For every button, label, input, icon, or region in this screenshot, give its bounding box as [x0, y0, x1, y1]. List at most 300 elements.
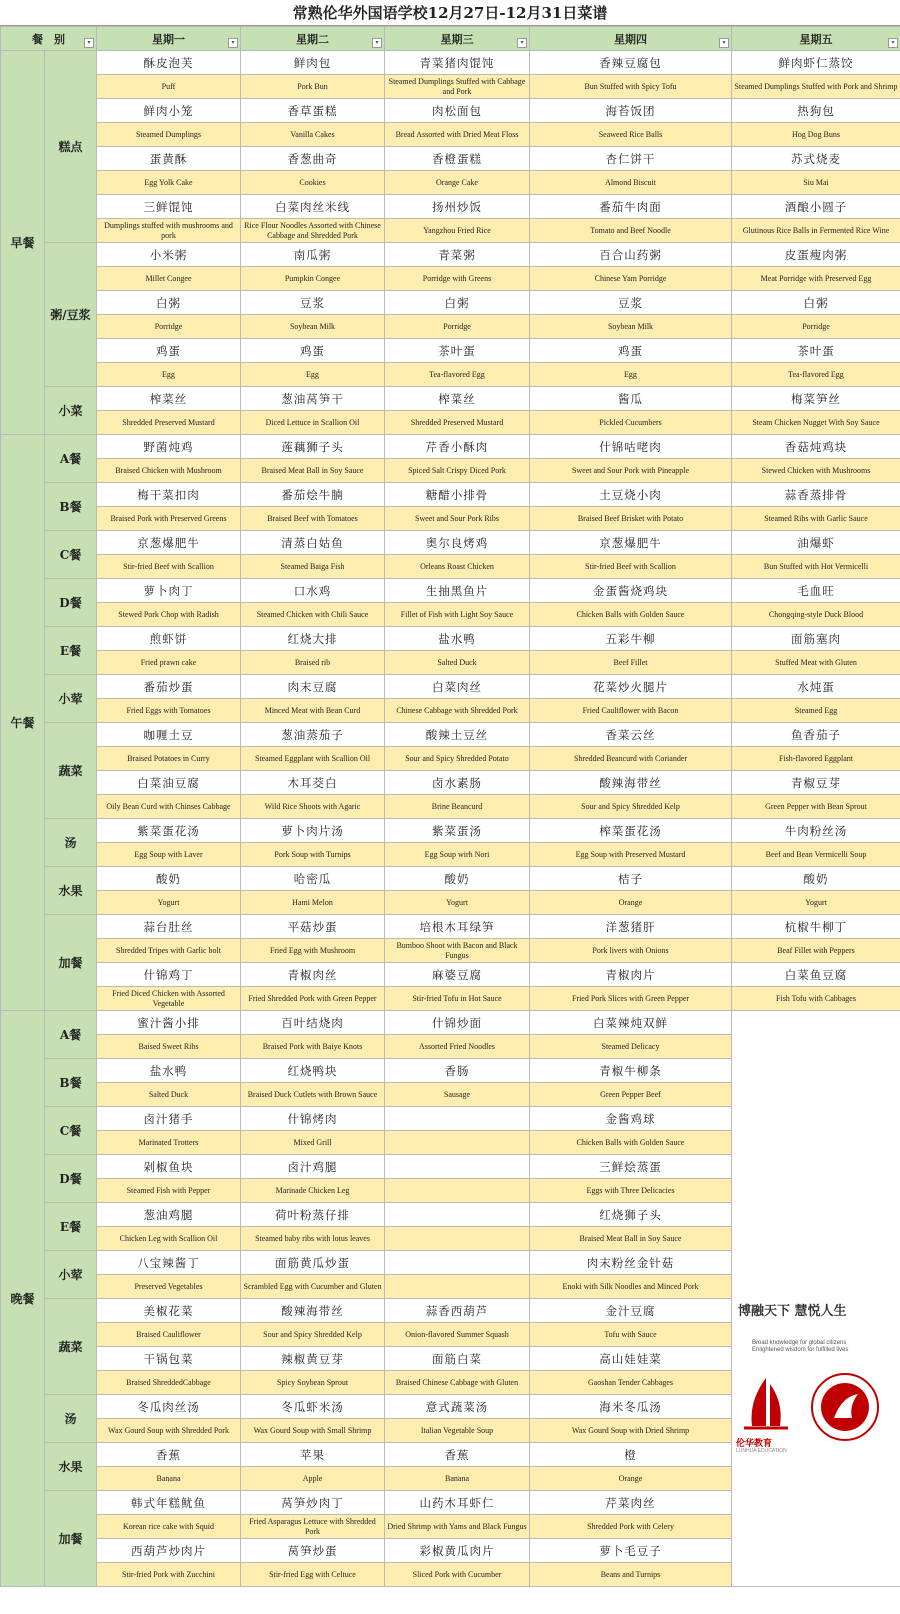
category-label: A餐 — [45, 1011, 97, 1059]
dish-name-english: Dried Shrimp with Yams and Black Fungus — [385, 1515, 530, 1539]
dish-name-english: Gaoshan Tender Cabbages — [530, 1371, 732, 1395]
dish-name-chinese: 酸奶 — [385, 867, 530, 891]
dish-name-chinese: 培根木耳绿笋 — [385, 915, 530, 939]
dish-row-chinese — [1, 195, 900, 219]
dish-name-english: Braised Meat Ball in Soy Sauce — [241, 459, 385, 483]
dish-name-chinese: 面筋塞肉 — [732, 627, 900, 651]
dish-name-english: Braised Beef Brisket with Potato — [530, 507, 732, 531]
school-logo-area — [732, 1286, 900, 1586]
dish-row-chinese — [1, 387, 900, 411]
dish-name-chinese: 蒜香西葫芦 — [385, 1299, 530, 1323]
dish-name-english: Eggs with Three Delicacies — [530, 1179, 732, 1203]
dish-name-chinese: 茶叶蛋 — [732, 339, 900, 363]
dish-name-english: Shredded Preserved Mustard — [385, 411, 530, 435]
dish-name-english: Porridge — [385, 315, 530, 339]
dish-name-english: Shredded Preserved Mustard — [97, 411, 241, 435]
dish-row-english — [1, 219, 900, 243]
dish-name-chinese: 面筋白菜 — [385, 1347, 530, 1371]
category-label: D餐 — [45, 579, 97, 627]
dish-name-english: Fish-flavored Eggplant — [732, 747, 900, 771]
dish-name-english: Steam Chicken Nugget With Soy Sauce — [732, 411, 900, 435]
dish-row-english — [1, 363, 900, 387]
dish-name-chinese: 桔子 — [530, 867, 732, 891]
dish-name-english: Beans and Turnips — [530, 1563, 732, 1587]
dish-name-chinese: 青椒牛柳条 — [530, 1059, 732, 1083]
dish-name-english: Spiced Salt Crispy Diced Pork — [385, 459, 530, 483]
dish-name-chinese: 杭椒牛柳丁 — [732, 915, 900, 939]
dish-name-english — [385, 1275, 530, 1299]
page-title: 常熟伦华外国语学校12月27日-12月31日菜谱 — [0, 0, 900, 26]
dish-name-chinese: 青椒豆芽 — [732, 771, 900, 795]
dish-row-english — [1, 555, 900, 579]
dish-name-english: Egg Yolk Cake — [97, 171, 241, 195]
dish-name-english: Onion-flavored Summer Squash — [385, 1323, 530, 1347]
dish-row-chinese — [1, 867, 900, 891]
dish-name-english: Sliced Pork with Cucumber — [385, 1563, 530, 1587]
dish-name-english: Porridge — [732, 315, 900, 339]
dish-name-english: Fried Asparagus Lettuce with Shredded Pork — [241, 1515, 385, 1539]
dish-name-english: Egg Soup wirh Nori — [385, 843, 530, 867]
dish-name-english: Chicken Balls with Golden Sauce — [530, 603, 732, 627]
dish-name-english: Pork Bun — [241, 75, 385, 99]
dish-name-english: Sour and Spicy Shredded Potato — [385, 747, 530, 771]
dish-row-english — [1, 171, 900, 195]
dish-name-chinese — [385, 1107, 530, 1131]
dish-name-chinese: 萝卜肉片汤 — [241, 819, 385, 843]
dish-row-chinese — [1, 771, 900, 795]
dish-name-chinese: 蒜香蒸排骨 — [732, 483, 900, 507]
dish-name-english: Braised Pork with Preserved Greens — [97, 507, 241, 531]
dish-name-chinese: 番茄炒蛋 — [97, 675, 241, 699]
dish-name-chinese: 盐水鸭 — [385, 627, 530, 651]
dish-row-chinese — [1, 99, 900, 123]
dish-name-chinese: 紫菜蛋花汤 — [97, 819, 241, 843]
dish-name-english: Stir-fried Egg with Celtuce — [241, 1563, 385, 1587]
dish-row-english — [1, 411, 900, 435]
dish-name-english: Porridge — [97, 315, 241, 339]
dish-name-chinese: 三鲜烩蒸蛋 — [530, 1155, 732, 1179]
dish-name-english: Meat Porridge with Preserved Egg — [732, 267, 900, 291]
category-label: 水果 — [45, 867, 97, 915]
dish-name-english: Chongqing-style Duck Blood — [732, 603, 900, 627]
dish-row-chinese — [1, 675, 900, 699]
dish-name-english — [385, 1179, 530, 1203]
dish-name-chinese: 海苔饭团 — [530, 99, 732, 123]
dish-row-chinese — [1, 531, 900, 555]
menu-body — [1, 51, 900, 1587]
dish-name-english: Orange Cake — [385, 171, 530, 195]
dish-name-chinese: 葱油蒸茄子 — [241, 723, 385, 747]
dish-name-chinese: 野菌炖鸡 — [97, 435, 241, 459]
dish-name-chinese: 青菜猪肉馄饨 — [385, 51, 530, 75]
dish-name-chinese: 葱油莴笋干 — [241, 387, 385, 411]
category-label: A餐 — [45, 435, 97, 483]
dish-name-chinese: 香辣豆腐包 — [530, 51, 732, 75]
dish-name-english: Pork livers with Onions — [530, 939, 732, 963]
dish-name-chinese: 酥皮泡芙 — [97, 51, 241, 75]
filter-dropdown-icon[interactable]: ▾ — [84, 38, 94, 48]
dish-name-chinese: 鱼香茄子 — [732, 723, 900, 747]
dish-name-chinese: 茶叶蛋 — [385, 339, 530, 363]
dish-name-english: Scrambled Egg with Cucumber and Gluten — [241, 1275, 385, 1299]
dish-name-english: Korean rice cake with Squid — [97, 1515, 241, 1539]
dish-row-english — [1, 747, 900, 771]
dish-name-chinese: 肉松面包 — [385, 99, 530, 123]
dish-row-chinese — [1, 723, 900, 747]
dish-name-chinese: 白菜鱼豆腐 — [732, 963, 900, 987]
dish-row-english — [1, 459, 900, 483]
dish-name-english: Orleans Roast Chicken — [385, 555, 530, 579]
dish-name-english: Orange — [530, 1467, 732, 1491]
dish-name-chinese: 彩椒黄瓜肉片 — [385, 1539, 530, 1563]
dish-name-english: Bread Assorted with Dried Meat Floss — [385, 123, 530, 147]
dish-name-chinese: 蜜汁酱小排 — [97, 1011, 241, 1035]
category-label: D餐 — [45, 1155, 97, 1203]
dish-name-chinese: 卤汁猪手 — [97, 1107, 241, 1131]
dish-name-english: Braised ShreddedCabbage — [97, 1371, 241, 1395]
dish-name-chinese: 扬州炒饭 — [385, 195, 530, 219]
dish-name-chinese: 什锦鸡丁 — [97, 963, 241, 987]
dish-name-english: Shredded Pork with Celery — [530, 1515, 732, 1539]
dish-name-chinese: 肉末豆腐 — [241, 675, 385, 699]
dish-name-chinese: 鸡蛋 — [97, 339, 241, 363]
dish-name-english: Baised Sweet Ribs — [97, 1035, 241, 1059]
dish-row-chinese — [1, 627, 900, 651]
dish-name-english: Yangzhou Fried Rice — [385, 219, 530, 243]
dish-name-english: Bun Stuffed with Spicy Tofu — [530, 75, 732, 99]
dish-name-english: Yogurt — [385, 891, 530, 915]
dish-name-chinese: 辣椒黄豆芽 — [241, 1347, 385, 1371]
dish-row-english — [1, 891, 900, 915]
slogan-english: Broad knowledge for global citizens Enlightened wisdom for fulfilled lives — [752, 1340, 849, 1353]
dish-name-chinese: 白菜肉丝 — [385, 675, 530, 699]
dish-row-chinese — [1, 243, 900, 267]
category-label: E餐 — [45, 1203, 97, 1251]
header-category[interactable]: 餐 别 ▾ — [1, 27, 97, 51]
dish-name-english: Enoki with Silk Noodles and Minced Pork — [530, 1275, 732, 1299]
dish-name-english: Egg — [97, 363, 241, 387]
dish-row-chinese — [1, 147, 900, 171]
category-label: 水果 — [45, 1443, 97, 1491]
filter-dropdown-icon[interactable]: ▾ — [372, 38, 382, 48]
dish-name-english: Fried prawn cake — [97, 651, 241, 675]
dish-name-english: Stir-fried Beef with Scallion — [97, 555, 241, 579]
dish-row-english — [1, 267, 900, 291]
dish-name-chinese: 榨菜蛋花汤 — [530, 819, 732, 843]
dish-name-chinese: 木耳茭白 — [241, 771, 385, 795]
dish-name-english: Mixed Grill — [241, 1131, 385, 1155]
dish-name-chinese: 莲藕狮子头 — [241, 435, 385, 459]
dish-name-chinese: 豆浆 — [530, 291, 732, 315]
dish-name-chinese — [385, 1155, 530, 1179]
dish-name-english: Stir-fried Tofu in Hot Sauce — [385, 987, 530, 1011]
dish-row-chinese — [1, 1011, 900, 1035]
dish-name-chinese: 牛肉粉丝汤 — [732, 819, 900, 843]
category-label: C餐 — [45, 531, 97, 579]
dish-name-english: Vanilla Cakes — [241, 123, 385, 147]
dish-name-chinese: 水炖蛋 — [732, 675, 900, 699]
dish-row-english — [1, 651, 900, 675]
dish-name-english: Braised Cauliflower — [97, 1323, 241, 1347]
dish-row-english — [1, 795, 900, 819]
dish-name-english: Marinade Chicken Leg — [241, 1179, 385, 1203]
dish-name-english: Seaweed Rice Balls — [530, 123, 732, 147]
header-day-4[interactable]: 星期四 ▾ — [530, 27, 732, 51]
header-day-1[interactable]: 星期一 ▾ — [97, 27, 241, 51]
dish-name-chinese: 榨菜丝 — [97, 387, 241, 411]
dish-name-chinese: 荷叶粉蒸仔排 — [241, 1203, 385, 1227]
header-day-3[interactable]: 星期三 ▾ — [385, 27, 530, 51]
dish-row-english — [1, 123, 900, 147]
dish-name-chinese: 八宝辣酱丁 — [97, 1251, 241, 1275]
dish-name-english: Fried Eggs with Tomatoes — [97, 699, 241, 723]
dish-name-chinese: 西葫芦炒肉片 — [97, 1539, 241, 1563]
dish-name-english: Almond Biscuit — [530, 171, 732, 195]
dish-row-chinese — [1, 819, 900, 843]
dish-name-english: Stir-fried Beef with Scallion — [530, 555, 732, 579]
filter-dropdown-icon[interactable]: ▾ — [888, 38, 898, 48]
meal-label: 午餐 — [1, 435, 45, 1011]
dish-name-chinese: 意式蔬菜汤 — [385, 1395, 530, 1419]
dish-name-chinese: 苏式烧麦 — [732, 147, 900, 171]
dish-name-chinese: 白粥 — [97, 291, 241, 315]
dish-name-chinese: 香菜云丝 — [530, 723, 732, 747]
dish-name-english: Bumboo Shoot with Bacon and Black Fungus — [385, 939, 530, 963]
dish-name-chinese: 红烧大排 — [241, 627, 385, 651]
dish-name-chinese: 橙 — [530, 1443, 732, 1467]
dish-name-chinese: 什锦烤肉 — [241, 1107, 385, 1131]
dish-name-english: Yogurt — [732, 891, 900, 915]
dish-name-chinese: 干锅包菜 — [97, 1347, 241, 1371]
dish-row-chinese — [1, 963, 900, 987]
filter-dropdown-icon[interactable]: ▾ — [228, 38, 238, 48]
dish-name-chinese: 萝卜肉丁 — [97, 579, 241, 603]
dish-name-english: Spicy Soybean Sprout — [241, 1371, 385, 1395]
dish-name-english: Steamed Eggplant with Scallion Oil — [241, 747, 385, 771]
category-label: 小菜 — [45, 387, 97, 435]
dish-name-english: Braised Meat Ball in Soy Sauce — [530, 1227, 732, 1251]
filter-dropdown-icon[interactable]: ▾ — [517, 38, 527, 48]
dish-name-chinese: 哈密瓜 — [241, 867, 385, 891]
dish-name-chinese: 洋葱猪肝 — [530, 915, 732, 939]
dish-name-english: Steamed Egg — [732, 699, 900, 723]
dish-name-chinese: 香蕉 — [385, 1443, 530, 1467]
category-label: 糕点 — [45, 51, 97, 243]
dish-name-english: Soybean Milk — [530, 315, 732, 339]
dish-name-english: Pork Soup with Turnips — [241, 843, 385, 867]
dish-name-english: Wild Rice Shoots with Agaric — [241, 795, 385, 819]
lunhua-sail-logo-icon — [736, 1374, 796, 1434]
dish-name-english: Steamed Dumplings Stuffed with Cabbage and Pork — [385, 75, 530, 99]
dish-name-english: Bun Stuffed with Hot Vermicelli — [732, 555, 900, 579]
dish-name-chinese: 冬瓜肉丝汤 — [97, 1395, 241, 1419]
dish-name-english: Sweet and Sour Pork Ribs — [385, 507, 530, 531]
dish-name-english: Braised Chicken with Mushroom — [97, 459, 241, 483]
dish-name-chinese: 油爆虾 — [732, 531, 900, 555]
dish-name-english: Braised Pork with Baiye Knots — [241, 1035, 385, 1059]
slogan-chinese: 博融天下 慧悦人生 — [738, 1304, 847, 1319]
dish-name-english: Beaf Fillet with Peppers — [732, 939, 900, 963]
dish-name-english: Steamed baby ribs with lotus leaves — [241, 1227, 385, 1251]
dish-name-english: Oily Bean Curd with Chinses Cabbage — [97, 795, 241, 819]
dish-name-chinese: 豆浆 — [241, 291, 385, 315]
dish-name-chinese: 花菜炒火腿片 — [530, 675, 732, 699]
dish-name-chinese: 香菇炖鸡块 — [732, 435, 900, 459]
category-label: 蔬菜 — [45, 723, 97, 819]
dish-name-english: Porridge with Greens — [385, 267, 530, 291]
dish-name-english: Wax Gourd Soup with Dried Shrimp — [530, 1419, 732, 1443]
dish-name-chinese: 苹果 — [241, 1443, 385, 1467]
dish-name-chinese: 白菜肉丝米线 — [241, 195, 385, 219]
dish-row-english — [1, 603, 900, 627]
dish-name-english: Soybean Milk — [241, 315, 385, 339]
dish-name-english: Braised Potatoes in Curry — [97, 747, 241, 771]
dish-name-chinese: 酸奶 — [97, 867, 241, 891]
dish-name-chinese: 面筋黄瓜炒蛋 — [241, 1251, 385, 1275]
dish-row-english — [1, 987, 900, 1011]
dish-name-english: Shredded Beancurd with Coriander — [530, 747, 732, 771]
dish-name-chinese: 糖醋小排骨 — [385, 483, 530, 507]
dish-name-english: Fillet of Fish with Light Soy Sauce — [385, 603, 530, 627]
dish-name-english: Glutinous Rice Balls in Fermented Rice Wine — [732, 219, 900, 243]
dish-name-chinese: 芹香小酥肉 — [385, 435, 530, 459]
header-day-5[interactable]: 星期五 ▾ — [732, 27, 900, 51]
dish-name-english: Steamed Baiga Fish — [241, 555, 385, 579]
dish-name-chinese — [385, 1251, 530, 1275]
dish-name-english: Steamed Delicacy — [530, 1035, 732, 1059]
dish-name-chinese: 紫菜蛋汤 — [385, 819, 530, 843]
dish-name-chinese: 热狗包 — [732, 99, 900, 123]
dish-name-chinese: 杏仁饼干 — [530, 147, 732, 171]
dish-name-chinese: 鲜肉包 — [241, 51, 385, 75]
dish-name-english: Green Pepper with Bean Sprout — [732, 795, 900, 819]
category-label: E餐 — [45, 627, 97, 675]
dish-name-english: Fried Diced Chicken with Assorted Vegetable — [97, 987, 241, 1011]
category-label: C餐 — [45, 1107, 97, 1155]
dish-name-english: Braised rib — [241, 651, 385, 675]
dish-name-english: Hog Dog Buns — [732, 123, 900, 147]
dish-name-chinese: 榨菜丝 — [385, 387, 530, 411]
dish-name-chinese: 剁椒鱼块 — [97, 1155, 241, 1179]
dish-name-english: Fried Shredded Pork with Green Pepper — [241, 987, 385, 1011]
dish-name-english: Marinated Trotters — [97, 1131, 241, 1155]
dish-name-english: Banana — [97, 1467, 241, 1491]
brand-name-chinese: 伦华教育 — [736, 1439, 773, 1449]
dish-name-english: Braised Duck Cutlets with Brown Sauce — [241, 1083, 385, 1107]
dish-name-chinese: 酸辣土豆丝 — [385, 723, 530, 747]
dish-name-english: Puff — [97, 75, 241, 99]
dish-name-english: Egg — [530, 363, 732, 387]
dish-name-english: Siu Mai — [732, 171, 900, 195]
menu-table — [0, 26, 900, 1587]
dish-name-english: Egg — [241, 363, 385, 387]
dish-name-english: Millet Congee — [97, 267, 241, 291]
dish-name-chinese: 南瓜粥 — [241, 243, 385, 267]
dish-name-chinese: 萝卜毛豆子 — [530, 1539, 732, 1563]
dish-row-english — [1, 507, 900, 531]
dish-name-english: Chicken Balls with Golden Sauce — [530, 1131, 732, 1155]
dish-name-chinese: 毛血旺 — [732, 579, 900, 603]
dish-name-chinese: 生抽黑鱼片 — [385, 579, 530, 603]
dish-name-english: Tea-flavored Egg — [385, 363, 530, 387]
dish-name-english: Egg Soup with Preserved Mustard — [530, 843, 732, 867]
header-day-2[interactable]: 星期二 ▾ — [241, 27, 385, 51]
category-label: 汤 — [45, 819, 97, 867]
dish-name-english: Chicken Leg with Scallion Oil — [97, 1227, 241, 1251]
dish-row-english — [1, 939, 900, 963]
dish-name-english — [385, 1131, 530, 1155]
dish-row-chinese — [1, 435, 900, 459]
dish-name-english: Stuffed Meat with Gluten — [732, 651, 900, 675]
dish-name-chinese: 金汁豆腐 — [530, 1299, 732, 1323]
meal-label: 早餐 — [1, 51, 45, 435]
category-label: 小荤 — [45, 1251, 97, 1299]
school-seal-icon — [810, 1372, 880, 1442]
dish-name-chinese: 奥尔良烤鸡 — [385, 531, 530, 555]
dish-name-english: Pickled Cucumbers — [530, 411, 732, 435]
dish-name-english: Stir-fried Pork with Zucchini — [97, 1563, 241, 1587]
dish-name-chinese: 白菜油豆腐 — [97, 771, 241, 795]
filter-dropdown-icon[interactable]: ▾ — [719, 38, 729, 48]
dish-name-chinese: 蒜台肚丝 — [97, 915, 241, 939]
dish-name-chinese: 莴笋炒肉丁 — [241, 1491, 385, 1515]
dish-name-chinese: 酱瓜 — [530, 387, 732, 411]
category-label: B餐 — [45, 483, 97, 531]
dish-name-english: Fried Cauliflower with Bacon — [530, 699, 732, 723]
category-label: 加餐 — [45, 915, 97, 1011]
category-label: B餐 — [45, 1059, 97, 1107]
dish-name-chinese: 咖喱土豆 — [97, 723, 241, 747]
category-label: 小荤 — [45, 675, 97, 723]
dish-name-chinese: 土豆烧小肉 — [530, 483, 732, 507]
dish-row-chinese — [1, 51, 900, 75]
dish-name-english: Sour and Spicy Shredded Kelp — [530, 795, 732, 819]
logo-cell — [732, 1011, 900, 1587]
dish-name-chinese: 皮蛋瘦肉粥 — [732, 243, 900, 267]
dish-name-english: Yogurt — [97, 891, 241, 915]
dish-name-chinese: 香葱曲奇 — [241, 147, 385, 171]
dish-name-chinese: 美椒花菜 — [97, 1299, 241, 1323]
dish-name-chinese: 韩式年糕鱿鱼 — [97, 1491, 241, 1515]
dish-name-chinese: 什锦炒面 — [385, 1011, 530, 1035]
dish-name-chinese: 酒酿小圆子 — [732, 195, 900, 219]
dish-name-chinese: 高山娃娃菜 — [530, 1347, 732, 1371]
dish-name-chinese: 酸辣海带丝 — [241, 1299, 385, 1323]
dish-name-english: Egg Soup with Laver — [97, 843, 241, 867]
dish-row-chinese — [1, 483, 900, 507]
meal-label: 晚餐 — [1, 1011, 45, 1587]
dish-row-chinese — [1, 579, 900, 603]
dish-row-chinese — [1, 915, 900, 939]
dish-name-english: Dumplings stuffed with mushrooms and pork — [97, 219, 241, 243]
dish-name-english: Stewed Pork Chop with Radish — [97, 603, 241, 627]
dish-name-english: Salted Duck — [385, 651, 530, 675]
dish-name-english: Assorted Fried Noodles — [385, 1035, 530, 1059]
brand-name-english: LUNHUA EDUCATION — [736, 1448, 787, 1454]
dish-name-english: Braised Chinese Cabbage with Gluten — [385, 1371, 530, 1395]
dish-name-english: Steamed Dumplings Stuffed with Pork and Shrimp — [732, 75, 900, 99]
dish-name-english: Steamed Chicken with Chili Sauce — [241, 603, 385, 627]
dish-name-english: Steamed Fish with Pepper — [97, 1179, 241, 1203]
dish-name-chinese: 白菜辣炖双鲜 — [530, 1011, 732, 1035]
dish-name-chinese: 卤水素肠 — [385, 771, 530, 795]
dish-name-english: Sausage — [385, 1083, 530, 1107]
dish-name-english: Stewed Chicken with Mushrooms — [732, 459, 900, 483]
dish-name-chinese: 山药木耳虾仁 — [385, 1491, 530, 1515]
dish-name-chinese: 青菜粥 — [385, 243, 530, 267]
dish-row-english — [1, 843, 900, 867]
dish-name-english: Minced Meat with Bean Curd — [241, 699, 385, 723]
